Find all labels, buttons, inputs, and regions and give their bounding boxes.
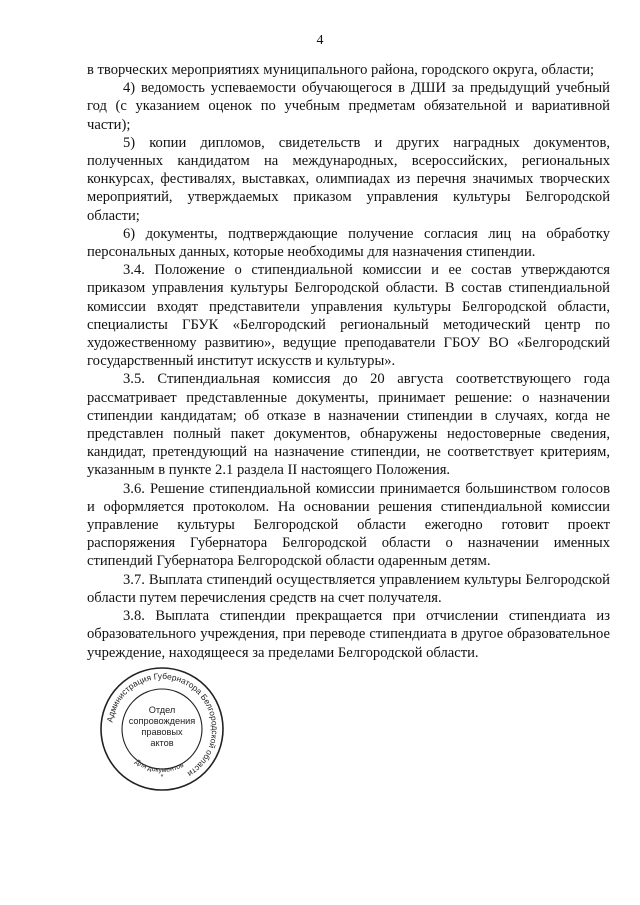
document-body [87, 61, 610, 662]
official-stamp [99, 666, 225, 792]
paragraph-item-6: 6) документы, подтверждающие получение согласия лиц на обработку персональных данных, которые необходимы для назначения стипендии. [87, 225, 610, 261]
paragraph-3-4: 3.4. Положение о стипендиальной комиссии и ее состав утверждаются приказом управления культуры Белгородской области. В состав стипендиальной комиссии входят представители управления культуры Белгородской области, специалисты ГБУК «Белгородский региональный методический центр по художественному развитию», ведущие преподаватели ГБОУ ВО «Белгородский государственный институт искусств и культуры». [87, 262, 610, 370]
paragraph-item-4: 4) ведомость успеваемости обучающегося в ДШИ за предыдущий учебный год (с указанием оценок по учебным предметам обязательной и вариативной части); [87, 80, 610, 133]
paragraph-item-5: 5) копии дипломов, свидетельств и других наградных документов, полученных кандидатом на международных, всероссийских, региональных конкурсах, фестивалях, выставках, олимпиадах из перечня значимых творческих мероприятий, утверждаемых приказом управления культуры Белгородской области; [87, 134, 610, 224]
stamp-bottom-text: Для документов [133, 758, 186, 775]
paragraph-3-8: 3.8. Выплата стипендии прекращается при отчислении стипендиата из образовательного учреждения, при переводе стипендиата в другое образовательное учреждение, находящееся за пределами Белгородской области. [87, 608, 610, 661]
paragraph-continuation: в творческих мероприятиях муниципального района, городского округа, области; [87, 62, 595, 78]
paragraph-3-5: 3.5. Стипендиальная комиссия до 20 августа соответствующего года рассматривает представленные документы, принимает решение: о назначении стипендии кандидатам; об отказе в назначении стипендии в случаях, когда не представлен полный пакет документов, обнаружены недостоверные сведения, кандидат, претендующий на назначение стипендии, не соответствует критериям, указанным в пункте 2.1 раздела II настоящего Положения. [87, 371, 610, 479]
paragraph-3-7: 3.7. Выплата стипендий осуществляется управлением культуры Белгородской области путем перечисления средств на счет получателя. [87, 571, 610, 606]
stamp-center-line-2: сопровождения [128, 716, 196, 726]
paragraph-3-6: 3.6. Решение стипендиальной комиссии принимается большинством голосов и оформляется протоколом. На основании решения стипендиальной комиссии управление культуры Белгородской области ежегодно готовит проект распоряжения Губернатора Белгородской области о назначении именных стипендий Губернатора Белгородской области одаренным детям. [87, 480, 610, 570]
stamp-center-line-3: правовых [141, 727, 183, 737]
stamp-center-line-4: актов [150, 738, 174, 748]
stamp-center-line-1: Отдел [148, 705, 176, 715]
stamp-star-icon: * [160, 774, 164, 781]
stamp-ring-text: Администрация Губернатора Белгородской области [104, 670, 221, 780]
page-number: 4 [316, 33, 324, 48]
